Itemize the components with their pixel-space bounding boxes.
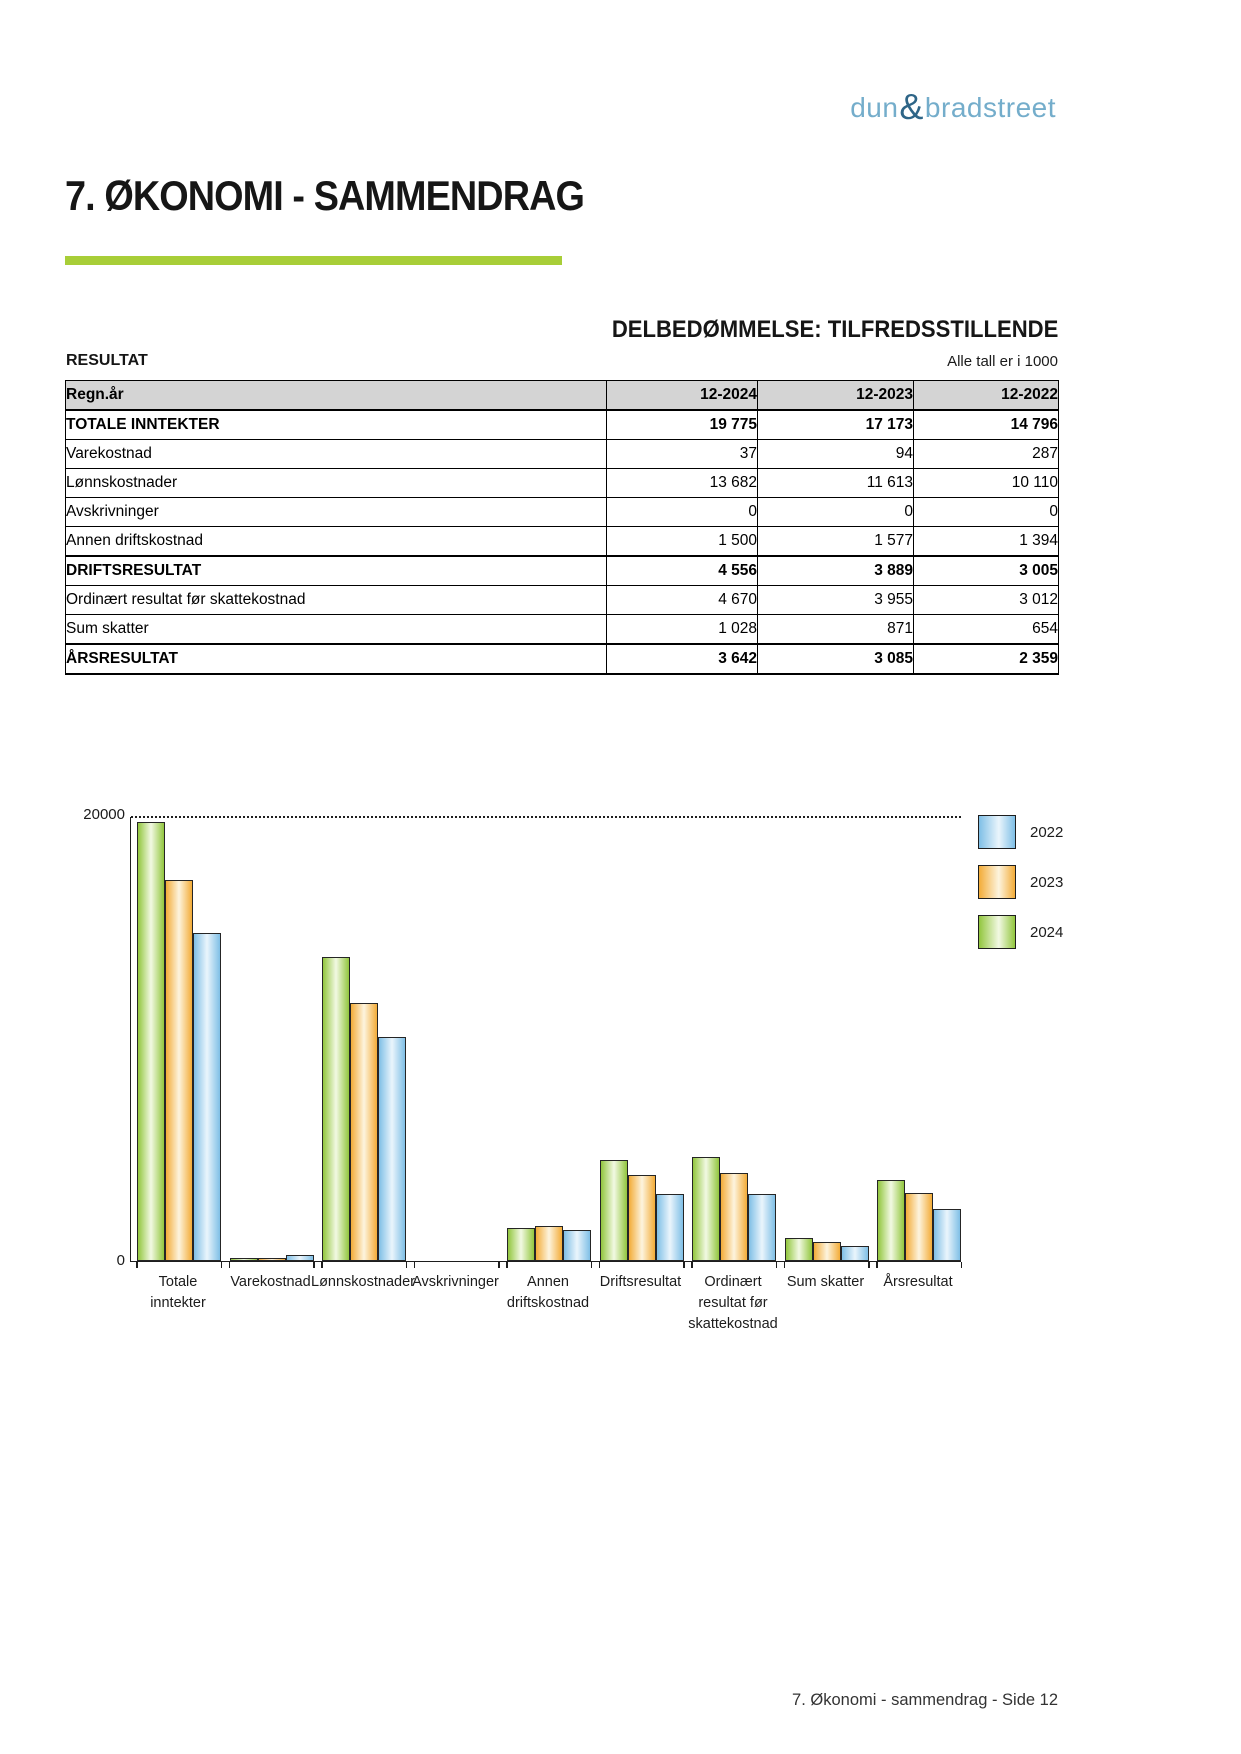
row-value: 3 005 — [914, 556, 1059, 586]
column-header: 12-2023 — [758, 381, 914, 411]
row-label: Varekostnad — [66, 440, 607, 469]
row-label: Ordinært resultat før skattekostnad — [66, 586, 607, 615]
title-green-rule — [65, 256, 562, 265]
row-value: 11 613 — [758, 469, 914, 498]
legend-swatch-2023 — [978, 865, 1016, 899]
bar-2023 — [350, 1003, 378, 1261]
row-value: 37 — [607, 440, 758, 469]
results-table-body — [66, 381, 1059, 675]
row-value: 1 394 — [914, 527, 1059, 557]
row-label: ÅRSRESULTAT — [66, 644, 607, 674]
row-value: 654 — [914, 615, 1059, 645]
table-row — [66, 586, 1059, 615]
row-label: Avskrivninger — [66, 498, 607, 527]
legend-swatch-2022 — [978, 815, 1016, 849]
table-row — [66, 469, 1059, 498]
table-row — [66, 615, 1059, 645]
dun-bradstreet-logo — [850, 84, 1056, 126]
bar-2023 — [720, 1173, 748, 1261]
x-axis-label-line: Avskrivninger — [412, 1274, 499, 1290]
section-label: RESULTAT — [66, 352, 148, 369]
row-value: 1 577 — [758, 527, 914, 557]
legend-item-2022 — [978, 815, 1063, 849]
legend-label: 2022 — [1030, 823, 1064, 841]
bar-2024 — [137, 822, 165, 1261]
x-axis-label-line: inntekter — [150, 1295, 206, 1311]
logo-text-bradstreet: bradstreet — [924, 92, 1056, 123]
x-axis-label-line: skattekostnad — [688, 1316, 778, 1332]
row-label: DRIFTSRESULTAT — [66, 556, 607, 586]
row-label: Lønnskostnader — [66, 469, 607, 498]
table-row — [66, 498, 1059, 527]
x-axis-label-line: driftskostnad — [506, 1295, 590, 1311]
table-header-row — [66, 381, 1059, 411]
row-value: 17 173 — [758, 410, 914, 440]
row-label: Annen driftskostnad — [66, 527, 607, 557]
bar-2023 — [258, 1258, 286, 1261]
bar-2024 — [785, 1238, 813, 1261]
legend-item-2024 — [978, 915, 1063, 949]
bar-2024 — [322, 957, 350, 1261]
x-axis-label-line: Driftsresultat — [599, 1274, 682, 1290]
bar-2022 — [286, 1255, 314, 1261]
bar-2024 — [230, 1258, 258, 1261]
legend-item-2023 — [978, 865, 1063, 899]
bar-group-3 — [322, 817, 406, 1261]
row-value: 3 012 — [914, 586, 1059, 615]
bar-group-8 — [785, 817, 869, 1261]
table-row — [66, 410, 1059, 440]
row-label: Sum skatter — [66, 615, 607, 645]
row-value: 94 — [758, 440, 914, 469]
legend-swatch-2024 — [978, 915, 1016, 949]
bar-2023 — [628, 1175, 656, 1261]
row-value: 1 028 — [607, 615, 758, 645]
row-value: 13 682 — [607, 469, 758, 498]
bar-2023 — [905, 1193, 933, 1261]
row-value: 871 — [758, 615, 914, 645]
bar-2022 — [656, 1194, 684, 1261]
table-row — [66, 440, 1059, 469]
x-axis-label-line: Varekostnad — [230, 1274, 311, 1290]
row-value: 4 556 — [607, 556, 758, 586]
page-title: 7. ØKONOMI - SAMMENDRAG — [65, 172, 585, 219]
x-axis-label-line: resultat før — [698, 1295, 768, 1311]
row-label: TOTALE INNTEKTER — [66, 410, 607, 440]
row-value: 0 — [607, 498, 758, 527]
bar-2022 — [748, 1194, 776, 1261]
row-value: 3 642 — [607, 644, 758, 674]
legend-label: 2024 — [1030, 923, 1064, 941]
page-footer: 7. Økonomi - sammendrag - Side 12 — [792, 1691, 1058, 1709]
bar-2024 — [600, 1160, 628, 1261]
x-axis-label-line: Årsresultat — [883, 1274, 953, 1290]
legend-label: 2023 — [1030, 873, 1064, 891]
bar-2022 — [378, 1037, 406, 1261]
bar-chart-plot-area — [130, 817, 961, 1262]
x-axis-label-line: Totale — [158, 1274, 198, 1290]
bar-group-2 — [230, 817, 314, 1261]
bar-2022 — [933, 1209, 961, 1261]
bar-group-7 — [692, 817, 776, 1261]
y-axis-tick-0: 0 — [116, 1252, 125, 1269]
table-row — [66, 556, 1059, 586]
column-header: Regn.år — [66, 381, 607, 411]
x-axis-label-line: Ordinært — [704, 1274, 762, 1290]
units-note: Alle tall er i 1000 — [947, 353, 1058, 370]
column-header: 12-2022 — [914, 381, 1059, 411]
bar-2023 — [535, 1226, 563, 1261]
row-value: 2 359 — [914, 644, 1059, 674]
logo-text-dun: dun — [850, 92, 899, 123]
row-value: 19 775 — [607, 410, 758, 440]
x-axis-label-line: Lønnskostnader — [311, 1274, 415, 1290]
row-value: 0 — [914, 498, 1059, 527]
bar-2023 — [813, 1242, 841, 1261]
table-row — [66, 527, 1059, 557]
x-axis-label-line: Annen — [527, 1274, 569, 1290]
bar-groups — [137, 817, 961, 1261]
row-value: 4 670 — [607, 586, 758, 615]
table-row — [66, 644, 1059, 674]
logo-ampersand-icon: & — [899, 86, 924, 127]
bar-2022 — [193, 933, 221, 1261]
row-value: 1 500 — [607, 527, 758, 557]
bar-group-4 — [415, 817, 499, 1261]
bar-2024 — [692, 1157, 720, 1261]
row-value: 14 796 — [914, 410, 1059, 440]
y-axis-tick-20000: 20000 — [83, 806, 125, 823]
row-value: 3 085 — [758, 644, 914, 674]
bar-2022 — [841, 1246, 869, 1261]
x-axis-label-line: Sum skatter — [786, 1274, 865, 1290]
row-value: 3 955 — [758, 586, 914, 615]
row-value: 287 — [914, 440, 1059, 469]
bar-group-5 — [507, 817, 591, 1261]
bar-group-1 — [137, 817, 221, 1261]
bar-2023 — [165, 880, 193, 1261]
bar-2024 — [877, 1180, 905, 1261]
bar-group-6 — [600, 817, 684, 1261]
row-value: 0 — [758, 498, 914, 527]
bar-group-9 — [877, 817, 961, 1261]
column-header: 12-2024 — [607, 381, 758, 411]
results-table — [65, 380, 1059, 675]
bar-2022 — [563, 1230, 591, 1261]
assessment-heading: DELBEDØMMELSE: TILFREDSSTILLENDE — [611, 316, 1058, 343]
bar-2024 — [507, 1228, 535, 1261]
row-value: 3 889 — [758, 556, 914, 586]
row-value: 10 110 — [914, 469, 1059, 498]
x-axis-label — [843, 1272, 993, 1293]
